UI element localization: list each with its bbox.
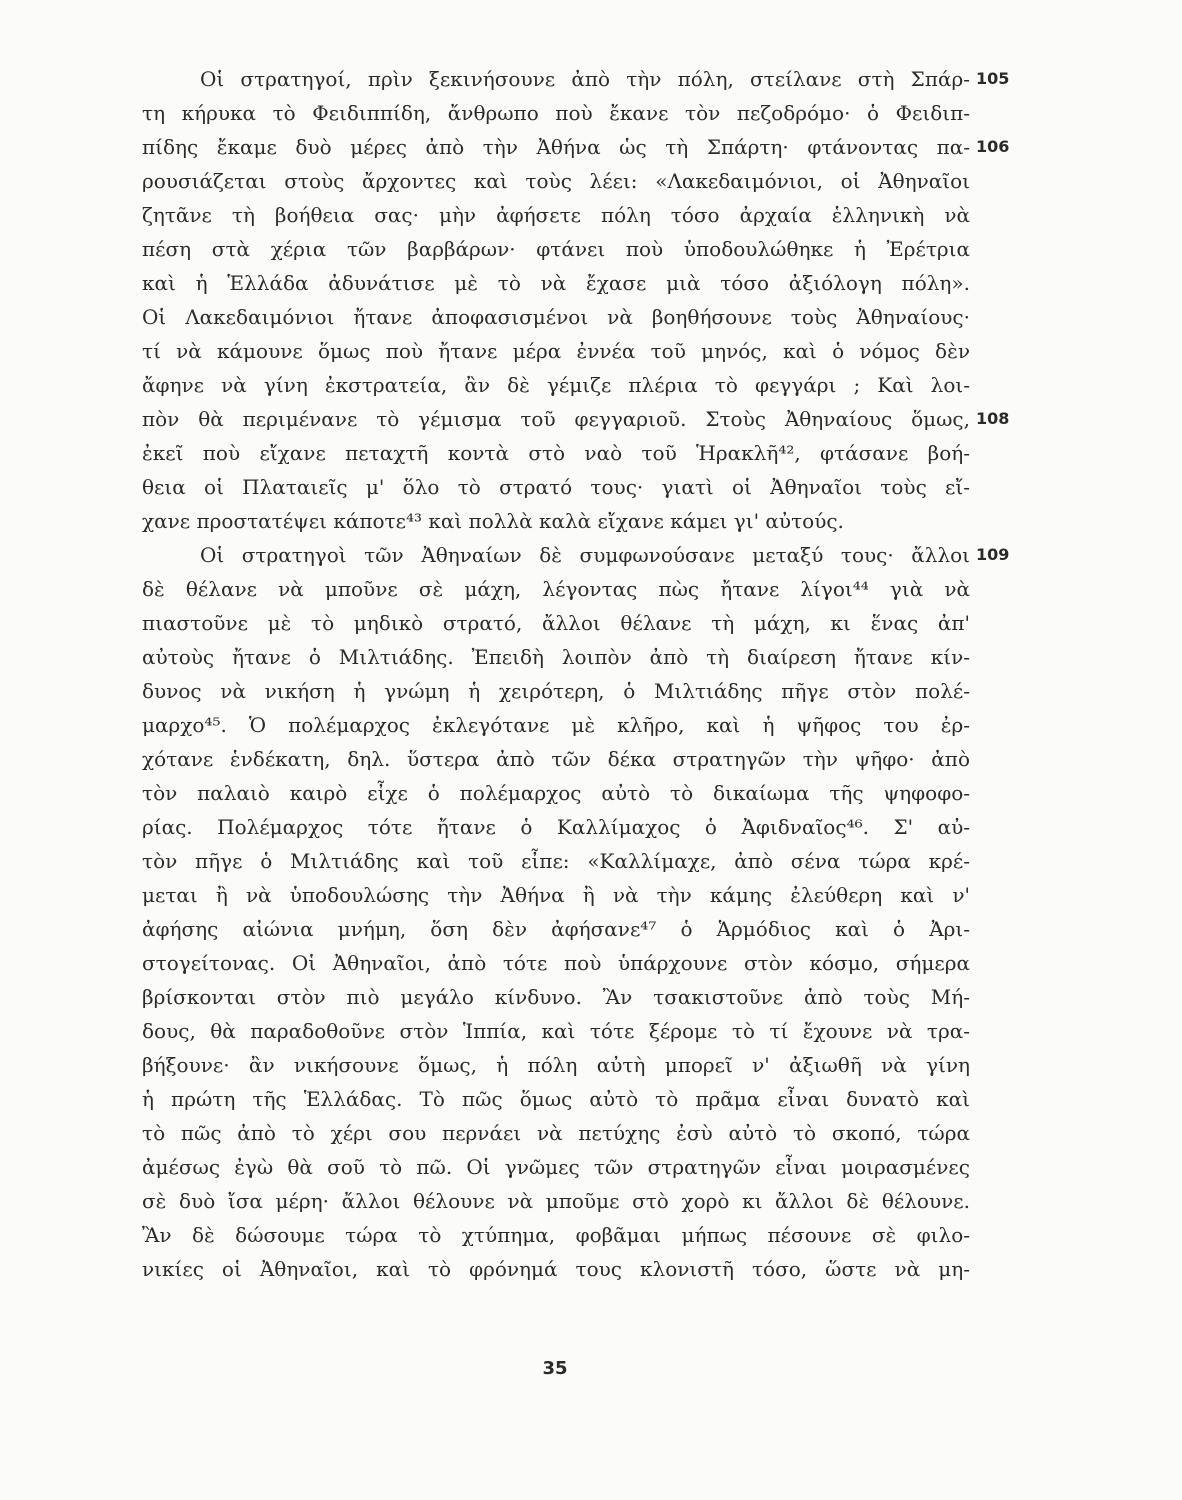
text-line: Οἱ στρατηγοὶ τῶν Ἀθηναίων δὲ συμφωνούσανε μεταξύ τους· ἄλλοι [200,543,970,567]
margin-line-number: 105 [976,69,1010,88]
text-line: βρίσκονται στὸν πιὸ μεγάλο κίνδυνο. Ἂν τσακιστοῦνε ἀπὸ τοὺς Μή- [142,985,970,1009]
text-line: τη κήρυκα τὸ Φειδιππίδη, ἄνθρωπο ποὺ ἔκανε τὸν πεζοδρόμο· ὁ Φειδιπ- [142,101,970,125]
margin-line-number: 108 [976,409,1010,428]
text-line: στογείτονας. Οἱ Ἀθηναῖοι, ἀπὸ τότε ποὺ ὑπάρχουνε στὸν κόσμο, σήμερα [142,951,970,975]
text-line: ἡ πρώτη τῆς Ἑλλάδας. Τὸ πῶς ὅμως αὐτὸ τὸ πρᾶμα εἶναι δυνατὸ καὶ [142,1087,970,1111]
margin-line-number: 106 [976,137,1010,156]
text-line: δους, θὰ παραδοθοῦνε στὸν Ἱππία, καὶ τότε ξέρομε τὸ τί ἔχουνε νὰ τρα- [142,1019,970,1043]
text-line: θεια οἱ Πλαταιεῖς μ' ὅλο τὸ στρατό τους· γιατὶ οἱ Ἀθηναῖοι τοὺς εἴ- [142,475,970,499]
text-line: πὸν θὰ περιμένανε τὸ γέμισμα τοῦ φεγγαριοῦ. Στοὺς Ἀθηναίους ὅμως, [142,407,970,431]
text-line: ρίας. Πολέμαρχος τότε ἤτανε ὁ Καλλίμαχος ὁ Ἀφιδναῖος⁴⁶. Σ' αὐ- [142,815,970,839]
text-line: μαρχο⁴⁵. Ὁ πολέμαρχος ἐκλεγότανε μὲ κλῆρο, καὶ ἡ ψῆφος του ἐρ- [142,713,970,737]
text-line: καὶ ἡ Ἑλλάδα ἀδυνάτισε μὲ τὸ νὰ ἔχασε μιὰ τόσο ἀξιόλογη πόλη». [142,271,970,295]
margin-line-number: 109 [976,545,1010,564]
text-line: μεται ἢ νὰ ὑποδουλώσης τὴν Ἀθήνα ἢ νὰ τὴν κάμης ἐλεύθερη καὶ ν' [142,883,970,907]
page-number: 35 [542,1358,568,1379]
text-line: ἄφηνε νὰ γίνη ἐκστρατεία, ἂν δὲ γέμιζε πλέρια τὸ φεγγάρι ; Καὶ λοι- [142,373,970,397]
text-line: τὸν παλαιὸ καιρὸ εἶχε ὁ πολέμαρχος αὐτὸ τὸ δικαίωμα τῆς ψηφοφο- [142,781,970,805]
text-line: αὐτοὺς ἤτανε ὁ Μιλτιάδης. Ἐπειδὴ λοιπὸν ἀπὸ τὴ διαίρεση ἤτανε κίν- [142,645,970,669]
text-line: Ἂν δὲ δώσουμε τώρα τὸ χτύπημα, φοβᾶμαι μήπως πέσουνε σὲ φιλο- [142,1223,970,1247]
text-line: σὲ δυὸ ἴσα μέρη· ἄλλοι θέλουνε νὰ μποῦμε στὸ χορὸ κι ἄλλοι δὲ θέλουνε. [142,1189,970,1213]
text-line: τί νὰ κάμουνε ὅμως ποὺ ἤτανε μέρα ἐννέα τοῦ μηνός, καὶ ὁ νόμος δὲν [142,339,970,363]
text-line: χότανε ἑνδέκατη, δηλ. ὕστερα ἀπὸ τῶν δέκα στρατηγῶν τὴν ψῆφο· ἀπὸ [142,747,970,771]
text-line: χανε προστατέψει κάποτε⁴³ καὶ πολλὰ καλὰ εἴχανε κάμει γι' αὐτούς. [142,509,844,533]
text-line: ἀφήσης αἰώνια μνήμη, ὅση δὲν ἀφήσανε⁴⁷ ὁ Ἁρμόδιος καὶ ὁ Ἀρι- [142,917,970,941]
text-line: τὸ πῶς ἀπὸ τὸ χέρι σου περνάει νὰ πετύχης ἐσὺ αὐτὸ τὸ σκοπό, τώρα [142,1121,970,1145]
text-line: πίδης ἔκαμε δυὸ μέρες ἀπὸ τὴν Ἀθήνα ὡς τὴ Σπάρτη· φτάνοντας πα- [142,135,970,159]
text-line: Οἱ Λακεδαιμόνιοι ἤτανε ἀποφασισμένοι νὰ βοηθήσουνε τοὺς Ἀθηναίους· [142,305,970,329]
text-line: ζητᾶνε τὴ βοήθεια σας· μὴν ἀφήσετε πόλη τόσο ἀρχαία ἑλληνικὴ νὰ [142,203,970,227]
text-line: πέση στὰ χέρια τῶν βαρβάρων· φτάνει ποὺ ὑποδουλώθηκε ἡ Ἐρέτρια [142,237,970,261]
text-line: ἀμέσως ἐγὼ θὰ σοῦ τὸ πῶ. Οἱ γνῶμες τῶν στρατηγῶν εἶναι μοιρασμένες [142,1155,970,1179]
text-line: δὲ θέλανε νὰ μποῦνε σὲ μάχη, λέγοντας πὼς ἤτανε λίγοι⁴⁴ γιὰ νὰ [142,577,970,601]
text-line: ἐκεῖ ποὺ εἴχανε πεταχτῆ κοντὰ στὸ ναὸ τοῦ Ἡρακλῆ⁴², φτάσανε βοή- [142,441,970,465]
text-line: τὸν πῆγε ὁ Μιλτιάδης καὶ τοῦ εἶπε: «Καλλίμαχε, ἀπὸ σένα τώρα κρέ- [142,849,970,873]
text-line: βήξουνε· ἂν νικήσουνε ὅμως, ἡ πόλη αὐτὴ μπορεῖ ν' ἀξιωθῆ νὰ γίνη [142,1053,970,1077]
text-line: δυνος νὰ νικήση ἡ γνώμη ἡ χειρότερη, ὁ Μιλτιάδης πῆγε στὸν πολέ- [142,679,970,703]
text-line: πιαστοῦνε μὲ τὸ μηδικὸ στρατό, ἄλλοι θέλανε τὴ μάχη, κι ἕνας ἀπ' [142,611,970,635]
text-line: ρουσιάζεται στοὺς ἄρχοντες καὶ τοὺς λέει: «Λακεδαιμόνιοι, οἱ Ἀθηναῖοι [142,169,970,193]
text-line: Οἱ στρατηγοί, πρὶν ξεκινήσουνε ἀπὸ τὴν πόλη, στείλανε στὴ Σπάρ- [200,67,970,91]
text-line: νικίες οἱ Ἀθηναῖοι, καὶ τὸ φρόνημά τους κλονιστῆ τόσο, ὥστε νὰ μη- [142,1257,970,1281]
